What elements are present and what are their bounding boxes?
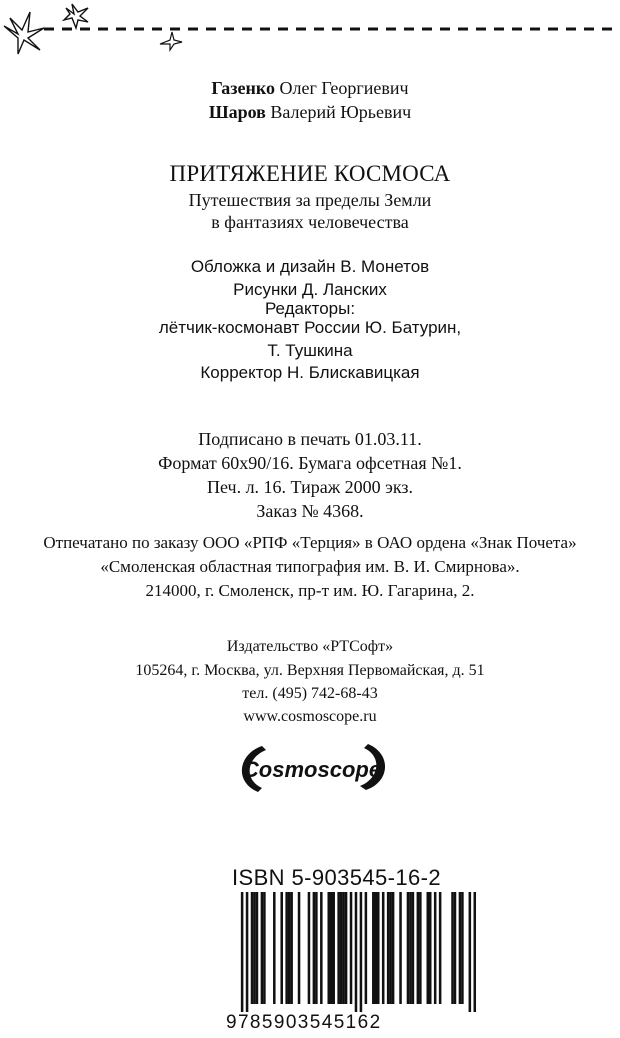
star-icon [4,12,44,54]
barcode-bar [382,892,385,1004]
barcode-bar [256,892,259,1004]
editor-1: лётчик-космонавт России Ю. Батурин, [158,318,462,337]
barcode-bar [409,892,412,1004]
subtitle-line-2: в фантазиях человечества [211,212,409,232]
barcode-bar [290,892,293,1004]
barcode-bar [459,892,462,1004]
book-title: ПРИТЯЖЕНИЕ КОСМОСА [169,161,451,186]
barcode-bar [392,892,395,1004]
order-number: Заказ № 4368. [256,501,364,521]
barcode-bar [273,892,276,1004]
barcode-guard-bar [474,892,476,1012]
barcode-bar [417,892,420,1004]
barcode-bar [285,892,288,1004]
barcode-bar [298,892,301,1004]
editor-2: Т. Тушкина [267,341,353,360]
printer-line-2: «Смоленская областная типография им. В. И. Смирнова». [100,557,520,576]
isbn-label: ISBN 5-903545-16-2 [232,865,441,890]
barcode-bar [434,892,437,1004]
barcode-bar [337,892,340,1004]
publisher-address: 105264, г. Москва, ул. Верхняя Первомайская, д. 51 [135,662,485,679]
author-1 [0,76,620,100]
barcode-guard-bar [246,892,249,1012]
barcode-bar [375,892,378,1004]
logo-text: Cosmoscope [242,757,382,782]
cosmoscope-logo [232,736,392,800]
barcode-bar [365,892,368,1004]
barcode-bar [253,892,256,1004]
barcode-guard-bar [469,892,472,1012]
publisher-website: www.cosmoscope.ru [243,708,377,725]
barcode-bar [461,892,464,1004]
barcode-bar [407,892,410,1004]
barcode-bar [350,892,353,1004]
star-icon [64,4,88,28]
barcode-bar [389,892,392,1004]
format-paper: Формат 60х90/16. Бумага офсетная №1. [158,453,462,473]
publisher-phone: тел. (495) 742-68-43 [242,685,378,702]
printer-line-1: Отпечатано по заказу ООО «РПФ «Терция» в ОАО ордена «Знак Почета» [43,533,577,552]
proofreader-credit: Корректор Н. Блискавицкая [200,363,420,382]
sheets-print-run: Печ. л. 16. Тираж 2000 экз. [206,477,414,497]
barcode-guard-bar [360,892,363,1012]
signed-to-print: Подписано в печать 01.03.11. [198,429,422,449]
editors-label: Редакторы: [264,299,356,318]
barcode-bar [263,892,266,1004]
cover-credit: Обложка и дизайн В. Монетов [190,257,430,276]
barcode-bar [451,892,454,1004]
author-2-names: Валерий Юрьевич [270,102,412,122]
barcode-bar [427,892,430,1004]
barcode-bar [332,892,335,1004]
barcode-bar [345,892,348,1004]
barcode-digits: 9785903545162 [226,1012,382,1033]
barcode-bar [330,892,333,1004]
author-2-surname: Шаров [208,102,266,122]
barcode-bar [288,892,291,1004]
printer-line-3: 214000, г. Смоленск, пр-т им. Ю. Гагарина, 2. [145,581,475,600]
barcode-bar [419,892,422,1004]
barcode-bar [454,892,457,1004]
barcode-bar [372,892,375,1004]
barcode-guard-bar [355,892,358,1012]
header-star-rule [0,0,620,60]
barcode-bar [377,892,380,1004]
barcode-guard-bar [241,892,244,1012]
barcode-bar [387,892,390,1004]
author-2 [0,100,620,124]
barcode-bar [399,892,402,1004]
barcode-bar [340,892,343,1004]
star-icon [160,32,182,50]
barcode-bar [342,892,345,1004]
barcode-bar [313,892,316,1004]
author-1-names: Олег Георгиевич [279,78,409,98]
barcode-bar [261,892,264,1004]
barcode-bar [315,892,318,1004]
barcode-bar [251,892,254,1004]
author-1-surname: Газенко [211,78,276,98]
barcode [226,892,476,1012]
barcode-bar [412,892,415,1004]
drawings-credit: Рисунки Д. Ланских [233,280,387,299]
barcode-bar [308,892,311,1004]
barcode-bar [327,892,330,1004]
subtitle-line-1: Путешествия за пределы Земли [188,190,432,210]
barcode-bar [429,892,432,1004]
barcode-bar [280,892,283,1004]
publisher-name: Издательство «РТСофт» [226,638,394,655]
barcode-bar [320,892,323,1004]
barcode-bar [439,892,442,1004]
